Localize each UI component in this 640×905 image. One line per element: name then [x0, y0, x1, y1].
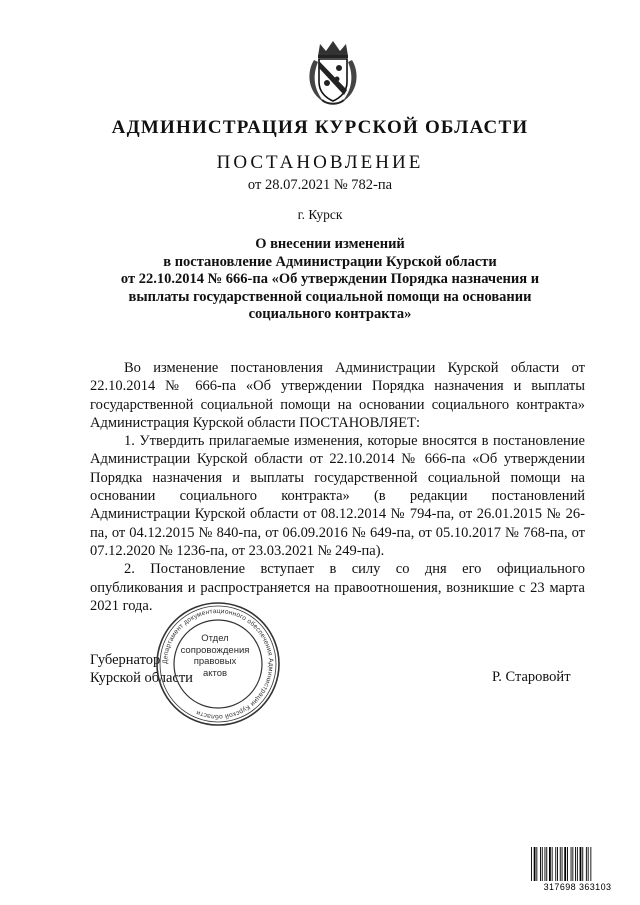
document-type: ПОСТАНОВЛЕНИЕ: [216, 152, 424, 173]
subject-line: выплаты государственной социальной помощи на основании: [128, 288, 532, 305]
barcode-bar: [531, 847, 532, 881]
subject-line: социального контракта»: [248, 306, 412, 322]
subject-line: О внесении изменений: [255, 236, 405, 252]
signer-name: Р. Старовойт: [492, 669, 571, 685]
body-paragraph: 1. Утвердить прилагаемые изменения, которые вносятся в постановление Администрации Курской области от 22.10.2014 № 666-па «Об утверждении Порядка назначения и выплаты государственной социальной помощи на основании социального контракта» (в редакции постановлений Администрации Курской области от 08.12.2014 № 794-па, от 26.01.2015 № 26-па, от 04.12.2015 № 840-па, от 06.09.2016 № 649-па, от 05.10.2017 № 768-па, от 07.12.2020 № 1236-па, от 23.03.2021 № 249-па).: [90, 433, 585, 559]
signer-title-line: Курской области: [90, 669, 193, 686]
document-date-number: от 28.07.2021 № 782-па: [247, 177, 393, 193]
barcode-bar: [564, 847, 566, 881]
coat-of-arms-emblem: [304, 38, 362, 106]
stamp-line: актов: [202, 667, 228, 679]
barcode-bar: [540, 847, 541, 881]
barcode-bar: [562, 847, 563, 881]
barcode-bar: [580, 847, 582, 881]
barcode-number: 317698 363103: [543, 882, 612, 892]
barcode-bar: [560, 847, 561, 881]
body-paragraph: 2. Постановление вступает в силу со дня его официального опубликования и распространяется на правоотношения, возникшие с 23 марта 2021 года.: [90, 561, 585, 614]
subject-line: от 22.10.2014 № 666-па «Об утверждении Порядка назначения и: [120, 271, 540, 287]
barcode-bar: [571, 847, 572, 881]
barcode-bar: [575, 847, 576, 881]
stamp-line: Отдел: [201, 633, 229, 644]
barcode-bar: [557, 847, 558, 881]
document-body: [90, 359, 585, 615]
subject-line: в постановление Администрации Курской области: [163, 253, 497, 270]
signer-title-line: Губернатор: [90, 652, 161, 668]
barcode-bar: [549, 847, 551, 881]
stamp-line: правовых: [193, 656, 237, 667]
barcode-bar: [546, 847, 547, 881]
barcode-bar: [588, 847, 589, 881]
barcode-bar: [582, 847, 583, 881]
stamp-line: сопровождения: [180, 644, 250, 656]
barcode-bar: [590, 847, 591, 881]
stamp-center-text: [180, 633, 250, 679]
barcode-bar: [534, 847, 536, 881]
document-city: г. Курск: [297, 207, 343, 222]
barcode-bar: [586, 847, 587, 881]
barcode-bar: [542, 847, 543, 881]
organization-title: АДМИНИСТРАЦИЯ КУРСКОЙ ОБЛАСТИ: [111, 117, 529, 138]
document-subject: [80, 236, 580, 324]
barcode-bar: [555, 847, 556, 881]
body-paragraph: Во изменение постановления Администрации Курской области от 22.10.2014 № 666-па «Об утверждении Порядка назначения и выплаты государственной социальной помощи на основании социального контракта» Администрация Курской области ПОСТАНОВЛЯЕТ:: [90, 360, 585, 431]
barcode-bar: [572, 847, 573, 881]
barcode-bar: [577, 847, 578, 881]
barcode-bar: [567, 847, 568, 881]
barcode-bar: [536, 847, 537, 881]
barcode: [530, 847, 625, 881]
stamp-ring-text: Департамент документационного обеспечения Администрации Курской области: [161, 607, 275, 721]
barcode-bar: [552, 847, 553, 881]
barcode-bar: [545, 847, 546, 881]
